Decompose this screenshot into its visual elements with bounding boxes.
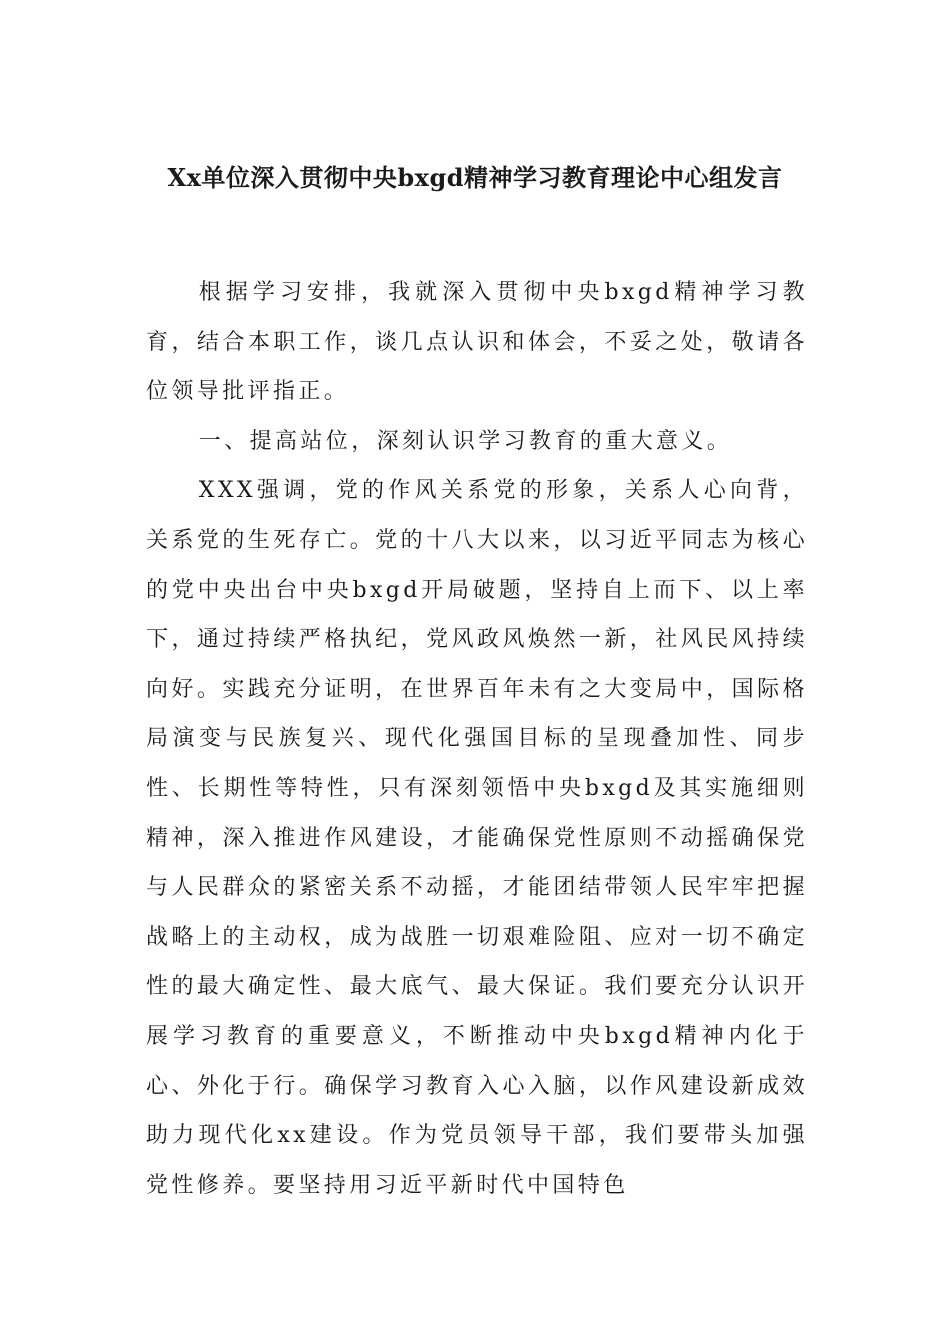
paragraph-section-1: XXX强调，党的作风关系党的形象，关系人心向背，关系党的生死存亡。党的十八大以来，以习近平同志为核心的党中央出台中央bxgd开局破题，坚持自上而下、以上率下，通过持续严格执纪，党风政风焕然一新，社风民风持续向好。实践充分证明，在世界百年未有之大变局中，国际格局演变与民族复兴、现代化强国目标的呈现叠加性、同步性、长期性等特性，只有深刻领悟中央bxgd及其实施细则精神，深入推进作风建设，才能确保党性原则不动摇确保党与人民群众的紧密关系不动摇，才能团结带领人民牢牢把握战略上的主动权，成为战胜一切艰难险阻、应对一切不确定性的最大确定性、最大底气、最大保证。我们要充分认识开展学习教育的重要意义，不断推动中央bxgd精神内化于心、外化于行。确保学习教育入心入脑，以作风建设新成效助力现代化xx建设。作为党员领导干部，我们要带头加强党性修养。要坚持用习近平新时代中国特色 <box>146 478 808 1198</box>
document-title: Xx单位深入贯彻中央bxgd精神学习教育理论中心组发言 <box>167 163 783 192</box>
paragraph-intro: 根据学习安排，我就深入贯彻中央bxgd精神学习教育，结合本职工作，谈几点认识和体会，不妥之处，敬请各位领导批评指正。 <box>146 280 808 405</box>
section-heading-1: 一、提高站位，深刻认识学习教育的重大意义。 <box>198 428 733 454</box>
document-body <box>146 268 808 1210</box>
